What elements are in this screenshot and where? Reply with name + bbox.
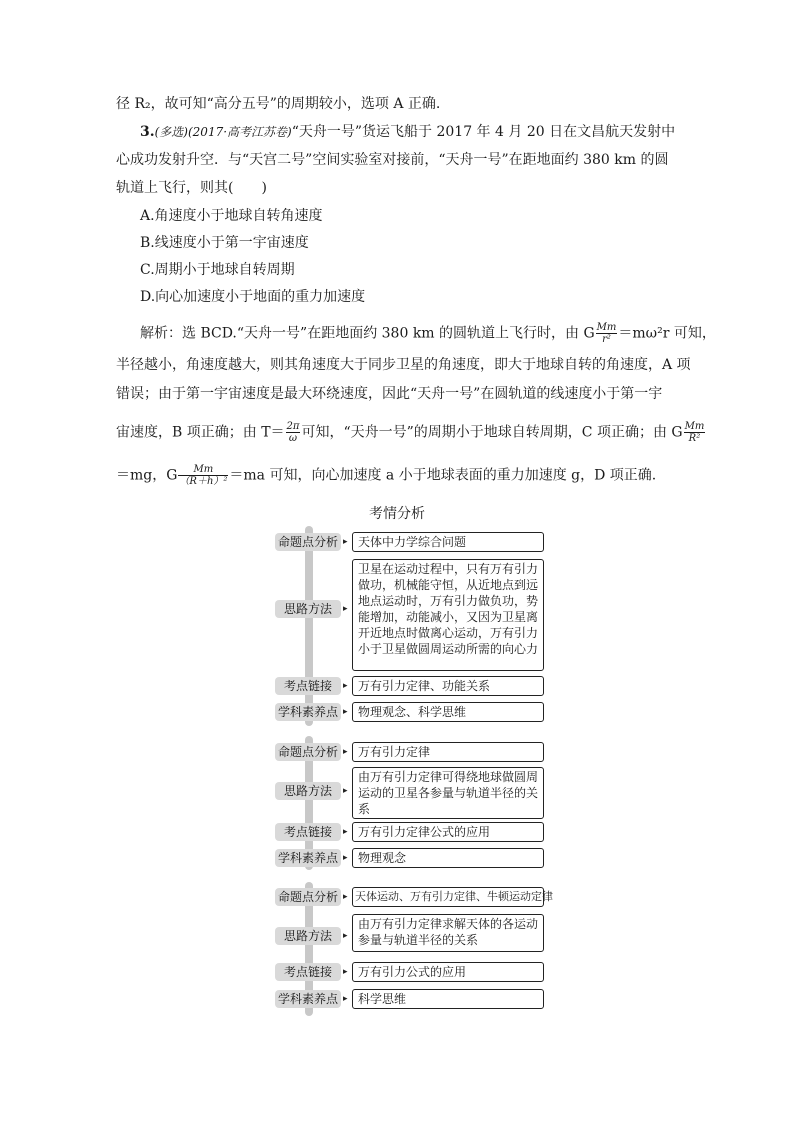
analysis-line-2: 半径越小，角速度越大，则其角速度大于同步卫星的角速度，即大于地球自转的角速度，A 项 — [116, 357, 691, 373]
group-2-label-4: 学科素养点 — [275, 849, 341, 867]
question-line-3: 轨道上飞行，则其( ) — [116, 180, 267, 196]
group-1-content-1: 天体中力学综合问题 — [352, 532, 544, 552]
fraction-numerator: Mm — [596, 322, 617, 333]
group-3-label-1: 命题点分析 — [275, 888, 341, 906]
group-3-content-3: 万有引力公式的应用 — [352, 962, 544, 982]
analysis-line-4 — [116, 421, 706, 444]
group-3-content-2: 由万有引力定律求解天体的各运动参量与轨道半径的关系 — [352, 914, 544, 952]
arrow-icon: ▸ — [343, 681, 348, 691]
group-2-content-1: 万有引力定律 — [352, 742, 544, 762]
arrow-icon: ▸ — [343, 537, 348, 547]
group-1-label-1: 命题点分析 — [275, 533, 341, 551]
group-3-content-1: 天体运动、万有引力定律、牛顿运动定律 — [352, 887, 544, 907]
arrow-icon: ▸ — [343, 892, 348, 902]
arrow-icon: ▸ — [343, 747, 348, 757]
question-line-1: “天舟一号”货运飞船于 2017 年 4 月 20 日在文昌航天发射中 — [291, 124, 676, 140]
group-3-content-4: 科学思维 — [352, 989, 544, 1009]
fraction-mm-r2 — [596, 322, 618, 345]
group-1-label-2: 思路方法 — [275, 600, 341, 618]
fraction-numerator: Mm — [684, 421, 705, 432]
group-1-content-4: 物理观念、科学思维 — [352, 702, 544, 722]
arrow-icon: ▸ — [343, 994, 348, 1004]
fraction-denominator: ω — [288, 433, 298, 444]
question-source: (多选)(2017·高考江苏卷) — [154, 125, 292, 139]
group-1-label-3: 考点链接 — [275, 677, 341, 695]
fraction-mm-rh2 — [178, 464, 228, 487]
analysis-line-1-pre: 解析：选 BCD.“天舟一号”在距地面约 380 km 的圆轨道上飞行时，由 G — [140, 325, 595, 342]
analysis-line-3: 错误；由于第一宇宙速度是最大环绕速度，因此“天舟一号”在圆轨道的线速度小于第一宇 — [116, 386, 663, 402]
analysis-line-1 — [140, 322, 716, 345]
group-2-content-2: 由万有引力定律可得绕地球做圆周运动的卫星各参量与轨道半径的关系 — [352, 767, 544, 819]
question-line-2: 心成功发射升空．与“天宫二号”空间实验室对接前，“天舟一号”在距地面约 380 km 的圆 — [116, 152, 669, 168]
group-3-label-2: 思路方法 — [275, 927, 341, 945]
fraction-mm-R2 — [684, 421, 706, 444]
fraction-numerator: 2π — [286, 421, 300, 432]
option-a: A.角速度小于地球自转角速度 — [140, 208, 323, 224]
fraction-numerator: Mm — [178, 464, 228, 476]
arrow-icon: ▸ — [343, 827, 348, 837]
group-2-label-3: 考点链接 — [275, 823, 341, 841]
arrow-icon: ▸ — [343, 853, 348, 863]
fraction-denominator: （R＋h）² — [179, 476, 228, 487]
analysis-line-5-pre: ＝mg，G — [116, 467, 178, 484]
group-2-content-3: 万有引力定律公式的应用 — [352, 822, 544, 842]
group-1-label-4: 学科素养点 — [275, 703, 341, 721]
arrow-icon: ▸ — [343, 931, 348, 941]
option-b: B.线速度小于第一宇宙速度 — [140, 235, 309, 251]
analysis-line-4-mid: 可知，“天舟一号”的周期小于地球自转周期，C 项正确；由 G — [301, 424, 683, 441]
arrow-icon: ▸ — [343, 707, 348, 717]
text-line-top: 径 R₂，故可知“高分五号”的周期较小，选项 A 正确. — [116, 96, 441, 112]
analysis-line-5 — [116, 464, 656, 487]
group-1-content-3: 万有引力定律、功能关系 — [352, 676, 544, 696]
group-2-content-4: 物理观念 — [352, 848, 544, 868]
group-2-label-2: 思路方法 — [275, 782, 341, 800]
arrow-icon: ▸ — [343, 604, 348, 614]
group-1-content-2: 卫星在运动过程中，只有万有引力做功，机械能守恒，从近地点到远地点运动时，万有引力做负功，势能增加，动能减小，又因为卫星离开近地点时做离心运动，万有引力小于卫星做圆周运动所需的向心力 — [352, 559, 544, 671]
question-header — [140, 123, 675, 141]
fraction-2pi-omega — [286, 421, 301, 444]
question-number: 3. — [140, 124, 155, 140]
analysis-line-4-pre: 宙速度，B 项正确；由 T＝ — [116, 424, 285, 441]
fraction-denominator: r² — [602, 334, 611, 345]
group-2-label-1: 命题点分析 — [275, 743, 341, 761]
group-3-label-4: 学科素养点 — [275, 990, 341, 1008]
analysis-line-5-post: ＝ma 可知，向心加速度 a 小于地球表面的重力加速度 g，D 项正确. — [229, 467, 657, 484]
arrow-icon: ▸ — [343, 786, 348, 796]
fraction-denominator: R² — [688, 433, 701, 444]
table-caption: 考情分析 — [369, 506, 425, 522]
arrow-icon: ▸ — [343, 967, 348, 977]
option-c: C.周期小于地球自转周期 — [140, 262, 295, 278]
analysis-line-1-post: ＝mω²r 可知， — [618, 325, 716, 342]
group-1-spine — [305, 526, 313, 726]
option-d: D.向心加速度小于地面的重力加速度 — [140, 289, 366, 305]
group-3-label-3: 考点链接 — [275, 963, 341, 981]
